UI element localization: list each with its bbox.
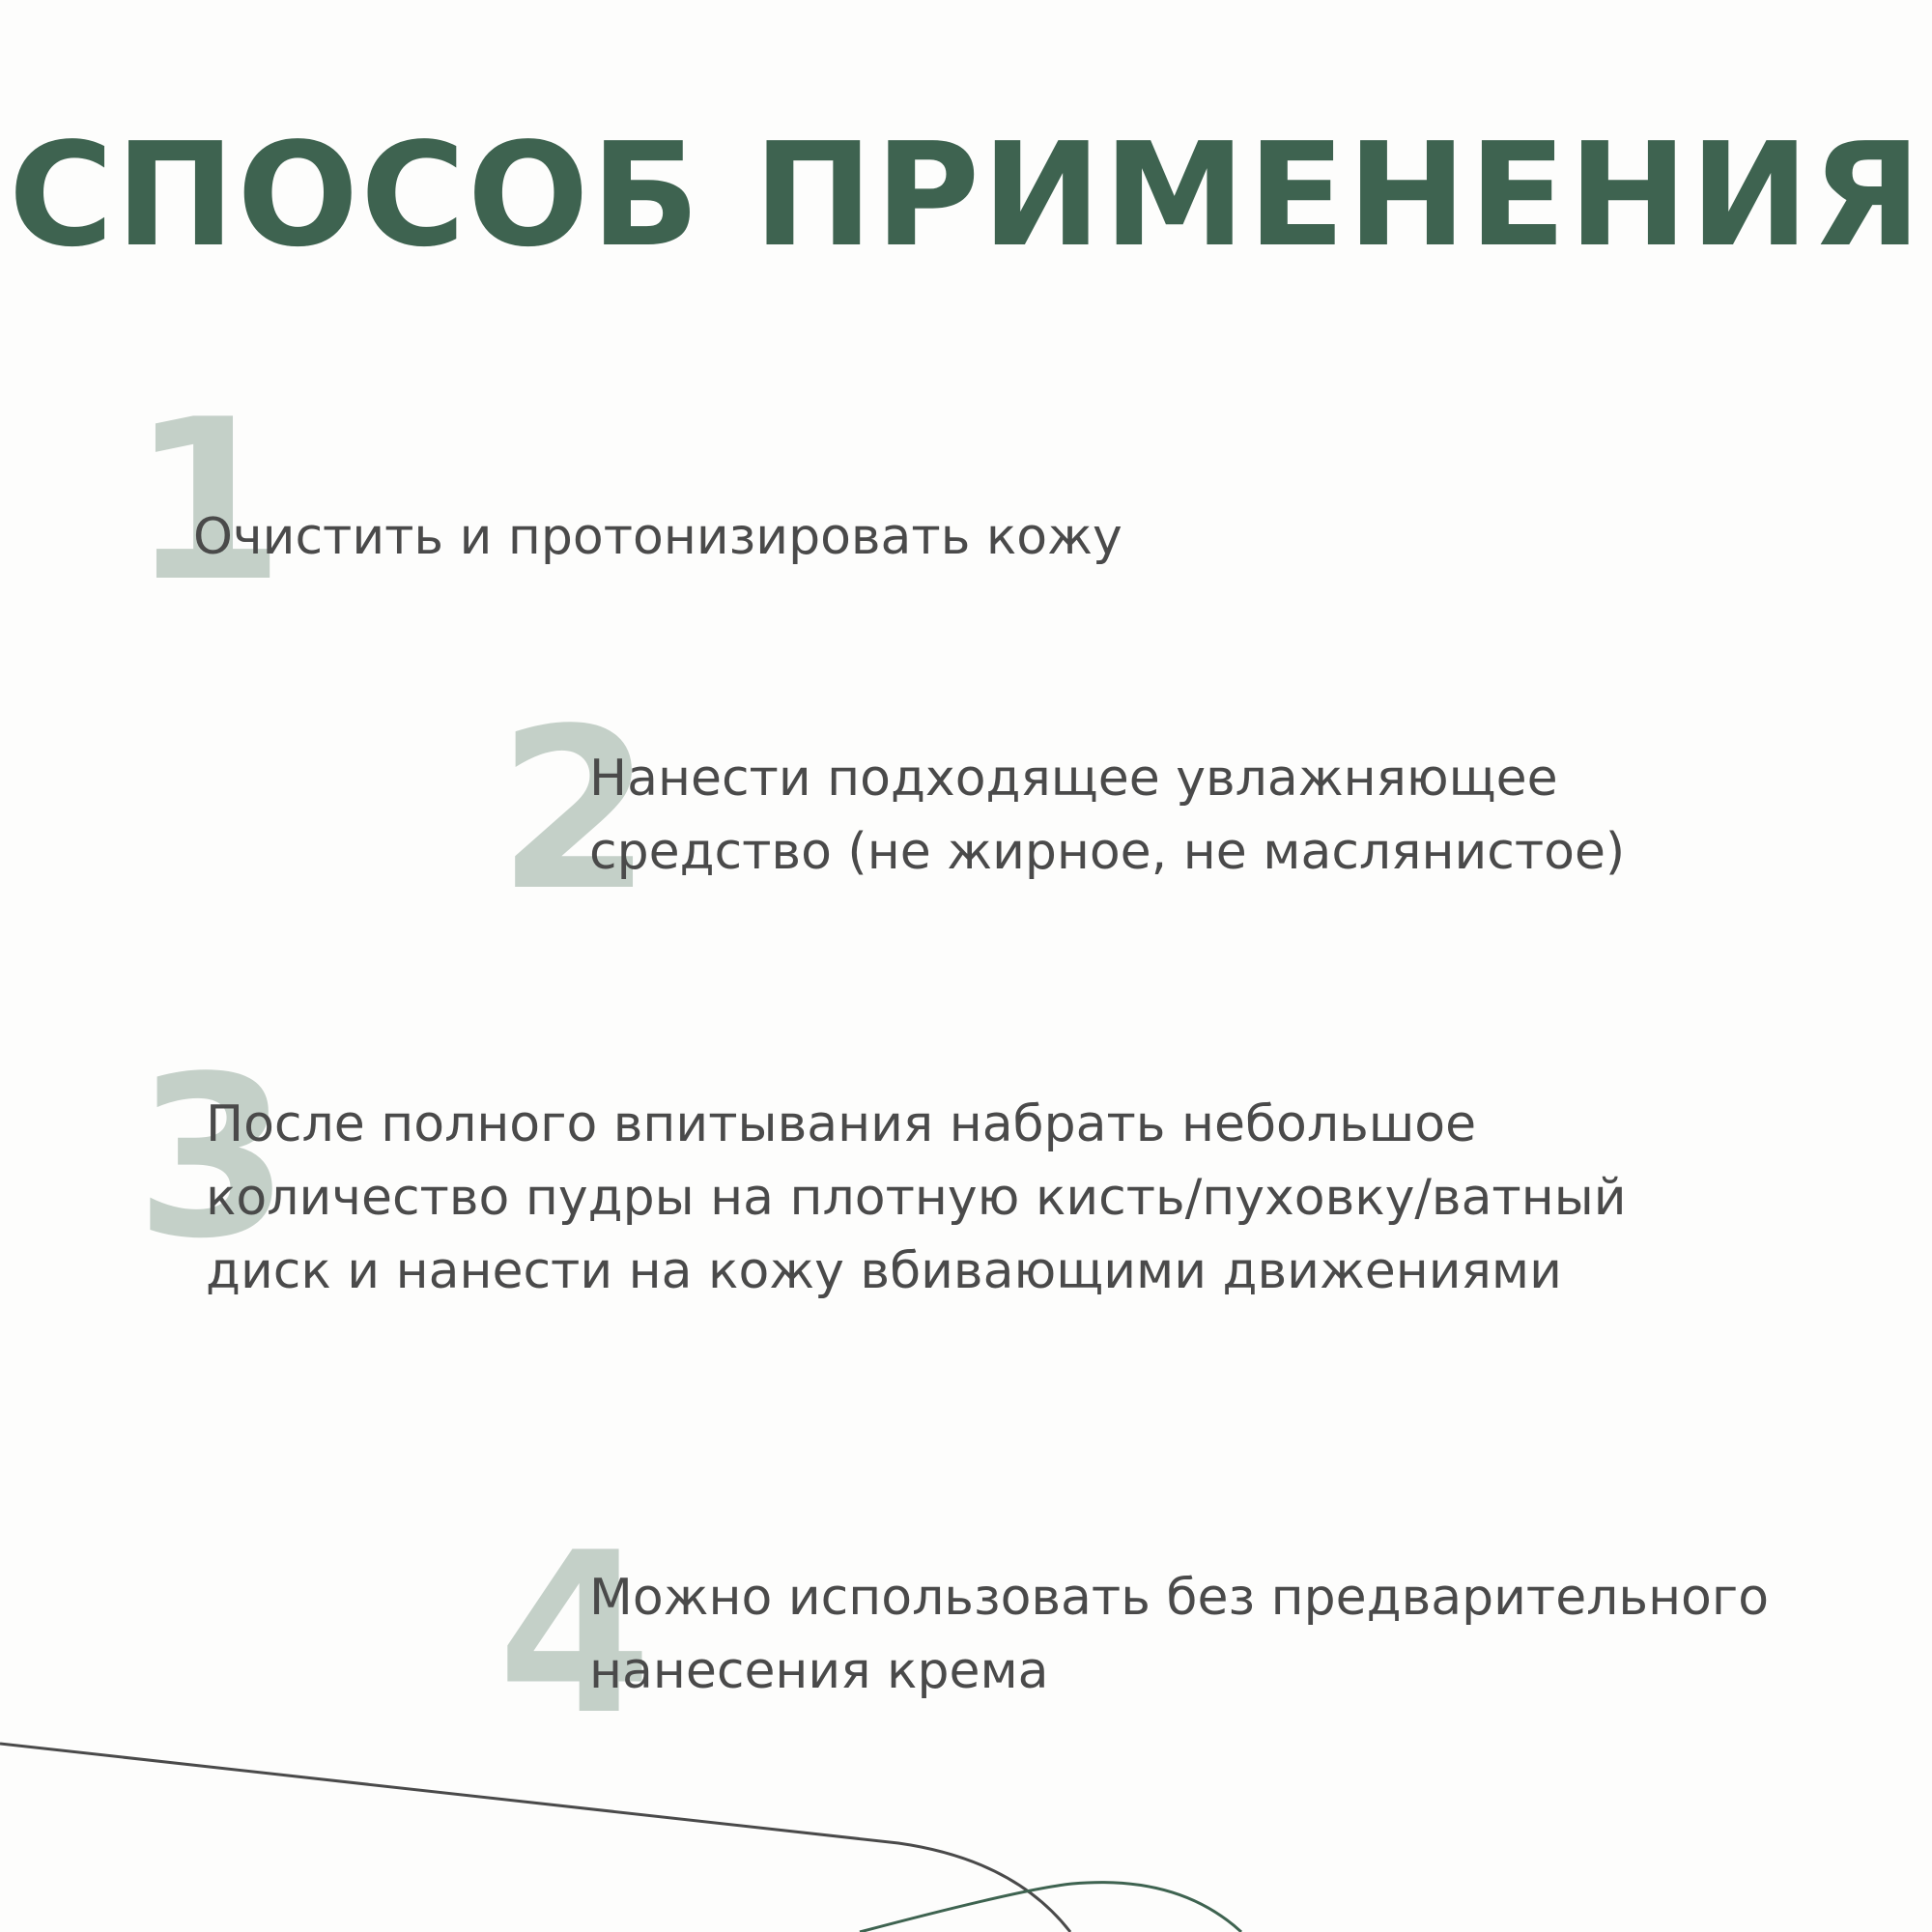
step-text-line: средство (не жирное, не маслянистое) <box>589 823 1626 881</box>
decorative-dark-line <box>0 1744 1070 1932</box>
step-text <box>589 742 1625 889</box>
step-number: 3 <box>135 1030 291 1288</box>
step-text-line: Очистить и протонизировать кожу <box>193 508 1122 566</box>
page-title: СПОСОБ ПРИМЕНЕНИЯ <box>8 112 1924 278</box>
step-text <box>193 500 1122 574</box>
step-text-line: Нанести подходящее увлажняющее <box>589 750 1558 808</box>
step-number: 2 <box>497 682 653 940</box>
step-text <box>206 1088 1627 1308</box>
step-text-line: диск и нанести на кожу вбивающими движениями <box>206 1242 1562 1300</box>
step-text-line: После полного впитывания набрать небольшое <box>206 1095 1477 1153</box>
step-number: 1 <box>130 373 286 631</box>
step-text-line: Можно использовать без предварительного <box>589 1569 1770 1627</box>
step-text <box>589 1561 1769 1708</box>
step-number: 4 <box>497 1506 653 1764</box>
step-text-line: количество пудры на плотную кисть/пуховку/ватный <box>206 1169 1627 1227</box>
step-text-line: нанесения крема <box>589 1642 1049 1700</box>
decorative-green-line <box>860 1883 1241 1932</box>
